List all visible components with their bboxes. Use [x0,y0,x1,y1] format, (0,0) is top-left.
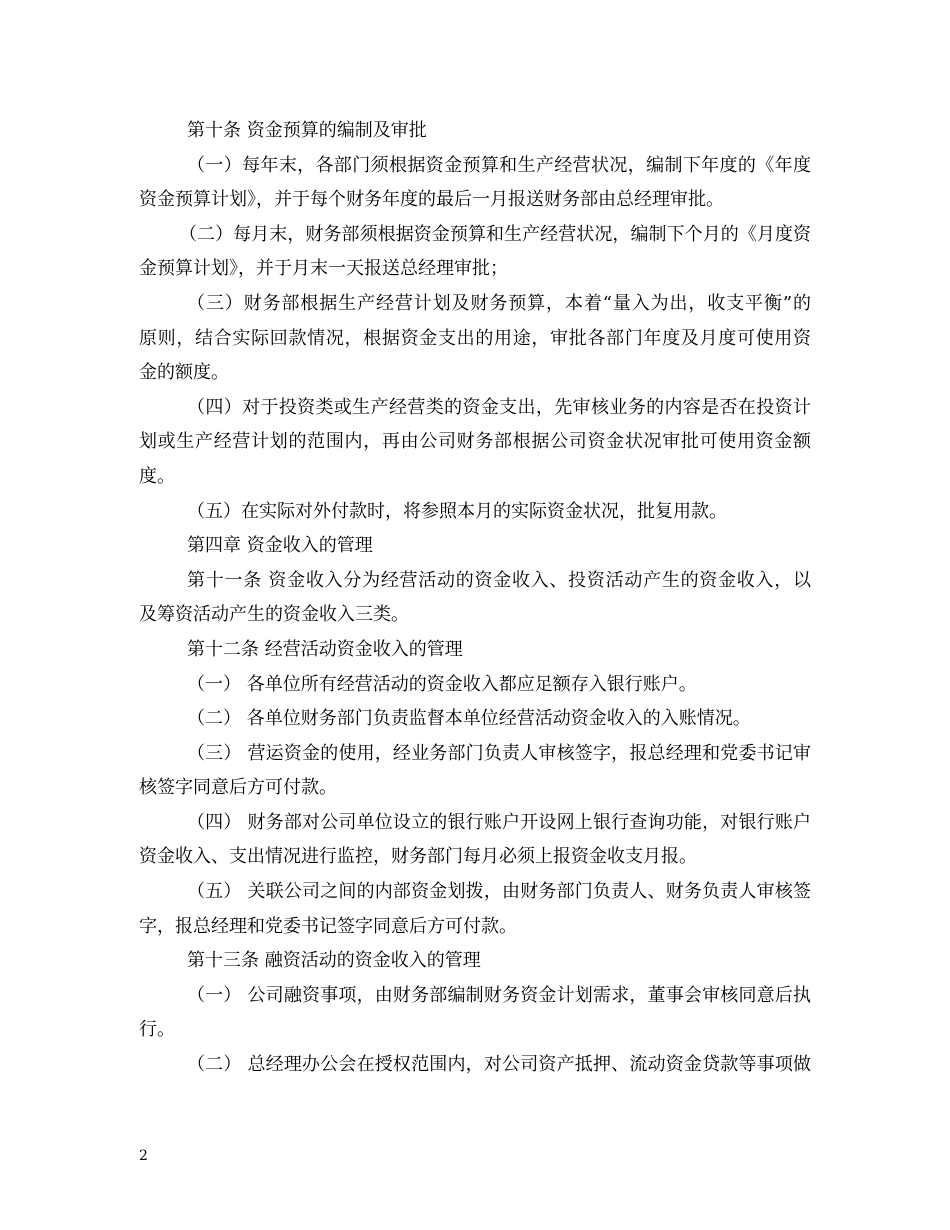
text-line: 度。 [139,465,175,487]
article-10-heading: 第十条 资金预算的编制及审批 [187,120,427,141]
article-13-heading: 第十三条 融资活动的资金收入的管理 [187,950,481,972]
document-body [139,114,811,1083]
text-line: 核签字同意后方可付款。 [139,777,337,799]
text-line: 资金预算计划》，并于每个财务年度的最后一月报送财务部由总经理审批。 [139,189,724,211]
text-line: 金预算计划》，并于月末一天报送总经理审批； [139,258,508,280]
text-line: 行。 [139,1019,175,1041]
text-line: （二） 总经理办公会在授权范围内，对公司资产抵押、流动资金贷款等事项做 [187,1054,811,1076]
text-line: （一）每年末，各部门须根据资金预算和生产经营状况，编制下年度的《年度 [187,154,811,176]
article-12-heading: 第十二条 经营活动资金收入的管理 [187,638,463,660]
text-line: （三）财务部根据生产经营计划及财务预算，本着“量入为出，收支平衡”的 [187,292,811,314]
text-line: （三） 营运资金的使用，经业务部门负责人审核签字，报总经理和党委书记审 [187,742,811,764]
text-line: 划或生产经营计划的范围内，再由公司财务部根据公司资金状况审批可使用资金额 [139,431,811,453]
chapter-4-heading: 第四章 资金收入的管理 [187,535,373,557]
text-line: 资金收入、支出情况进行监控，财务部门每月必须上报资金收支月报。 [139,846,697,868]
text-line: （四）对于投资类或生产经营类的资金支出，先审核业务的内容是否在投资计 [187,396,811,418]
text-line: （二）每月末，财务部须根据资金预算和生产经营状况，编制下个月的《月度资 [179,223,811,245]
text-line: （五） 关联公司之间的内部资金划拨，由财务部门负责人、财务负责人审核签 [187,881,811,903]
text-line: （四） 财务部对公司单位设立的银行账户开设网上银行查询功能，对银行账户 [187,811,811,833]
text-line: （一） 各单位所有经营活动的资金收入都应足额存入银行账户。 [187,673,697,695]
text-line: 及筹资活动产生的资金收入三类。 [139,604,409,626]
text-line: 字，报总经理和党委书记签字同意后方可付款。 [139,915,517,937]
text-line: 原则，结合实际回款情况，根据资金支出的用途，审批各部门年度及月度可使用资 [139,327,811,349]
article-11-text: 第十一条 资金收入分为经营活动的资金收入、投资活动产生的资金收入，以 [187,569,811,591]
text-line: （一） 公司融资事项，由财务部编制财务资金计划需求，董事会审核同意后执 [187,984,811,1006]
text-line: 金的额度。 [139,362,229,384]
text-line: （二） 各单位财务部门负责监督本单位经营活动资金收入的入账情况。 [187,708,751,730]
text-line: （五）在实际对外付款时，将参照本月的实际资金状况，批复用款。 [187,500,727,522]
page-number: 2 [139,1148,148,1164]
